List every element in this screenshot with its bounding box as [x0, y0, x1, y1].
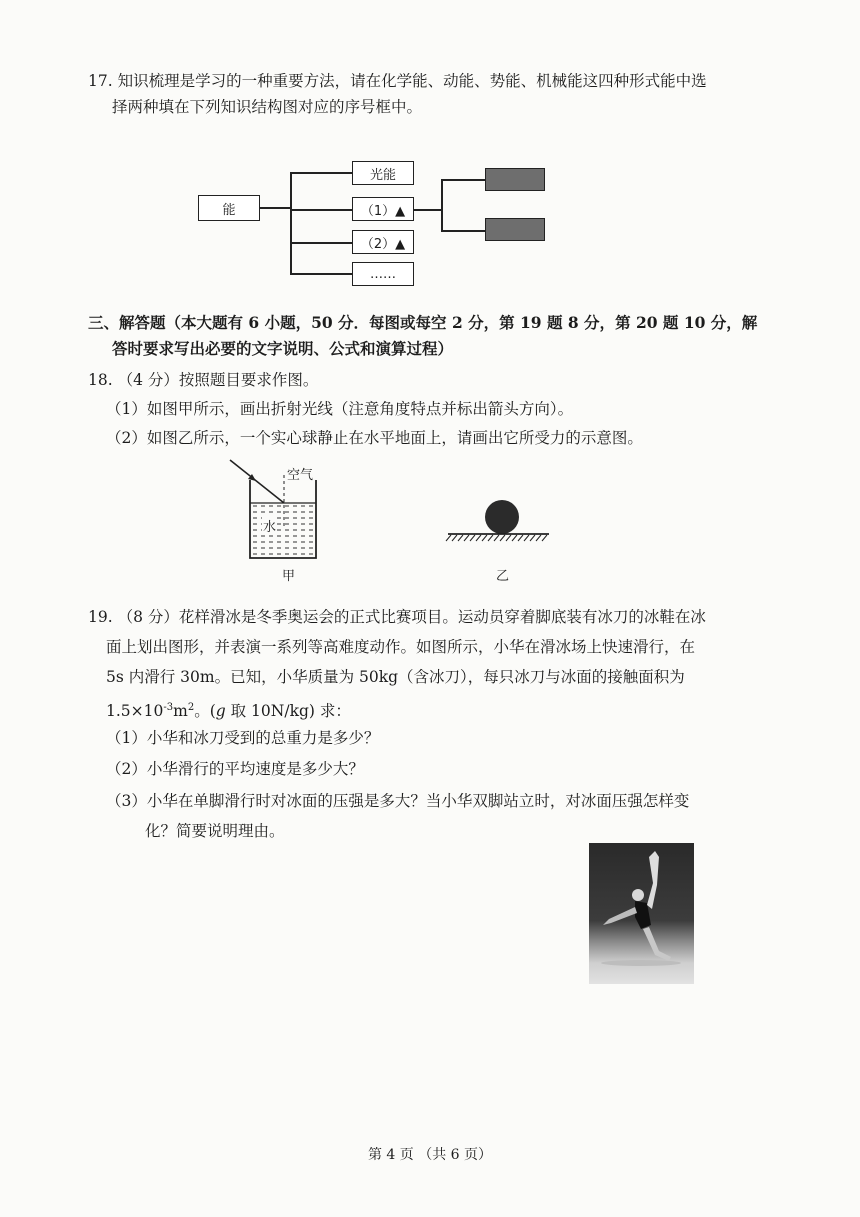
figure-yi-caption: 乙 [496, 569, 510, 584]
ball-figure [445, 495, 555, 545]
water-label: 水 [262, 516, 277, 535]
branch-4-line [290, 273, 352, 275]
branch-1-line [290, 172, 352, 174]
q17-line1: 17. 知识梳理是学习的一种重要方法，请在化学能、动能、势能、机械能这四种形式能中选 [88, 72, 707, 90]
sub-connector [414, 209, 442, 211]
ellipsis-box: …… [352, 262, 414, 286]
q17-line2: 择两种填在下列知识结构图对应的序号框中。 [112, 98, 423, 116]
ball [485, 500, 519, 534]
section3-heading-line2: 答时要求写出必要的文字说明、公式和演算过程） [112, 339, 454, 358]
branch-3-line [290, 242, 352, 244]
blank-2-box: （2）▲ [352, 230, 414, 254]
light-energy-box: 光能 [352, 161, 414, 185]
blank-1-box: （1）▲ [352, 197, 414, 221]
q18-part2: （2）如图乙所示，一个实心球静止在水平地面上，请画出它所受力的示意图。 [106, 429, 643, 447]
q19-part2: （2）小华滑行的平均速度是多少大？ [106, 760, 364, 778]
sub-spine [441, 179, 443, 231]
q18-title: 18. （4 分）按照题目要求作图。 [88, 371, 319, 389]
q19-line1: 19. （8 分）花样滑冰是冬季奥运会的正式比赛项目。运动员穿着脚底装有冰刀的冰鞋在冰 [88, 608, 706, 626]
root-connector [260, 207, 291, 209]
skater-silhouette [589, 843, 694, 984]
q18-part1: （1）如图甲所示，画出折射光线（注意角度特点并标出箭头方向）。 [106, 400, 574, 418]
figure-skater-photo [589, 843, 694, 984]
section3-heading-line1: 三、解答题（本大题有 6 小题，50 分．每图或每空 2 分，第 19 题 8 分，第 20 题 10 分，解 [88, 313, 758, 332]
answer-box-2 [485, 218, 545, 241]
q19-part3a: （3）小华在单脚滑行时对冰面的压强是多大？当小华双脚站立时，对冰面压强怎样变 [106, 792, 690, 810]
q19-part3b: 化？简要说明理由。 [145, 822, 285, 840]
q19-line4: $1.5\times 10^{-3}m^2$。(g 取 10N/kg) 求： [106, 702, 351, 721]
q19-part1: （1）小华和冰刀受到的总重力是多少？ [106, 729, 380, 747]
incident-ray [230, 460, 284, 503]
page-footer: 第 4 页 （共 6 页） [367, 1147, 493, 1163]
figure-jia-caption: 甲 [282, 569, 296, 584]
branch-2-line [290, 209, 352, 211]
q19-line2: 面上划出图形，并表演一系列等高难度动作。如图所示，小华在滑冰场上快速滑行，在 [106, 638, 696, 656]
q19-line3: 5s 内滑行 30m。已知，小华质量为 50kg（含冰刀），每只冰刀与冰面的接触面积为 [106, 668, 685, 686]
sub-branch-2-line [441, 230, 485, 232]
root-box: 能 [198, 195, 260, 221]
vertical-spine [290, 172, 292, 274]
air-label: 空气 [287, 468, 314, 483]
sub-branch-1-line [441, 179, 485, 181]
answer-box-1 [485, 168, 545, 191]
